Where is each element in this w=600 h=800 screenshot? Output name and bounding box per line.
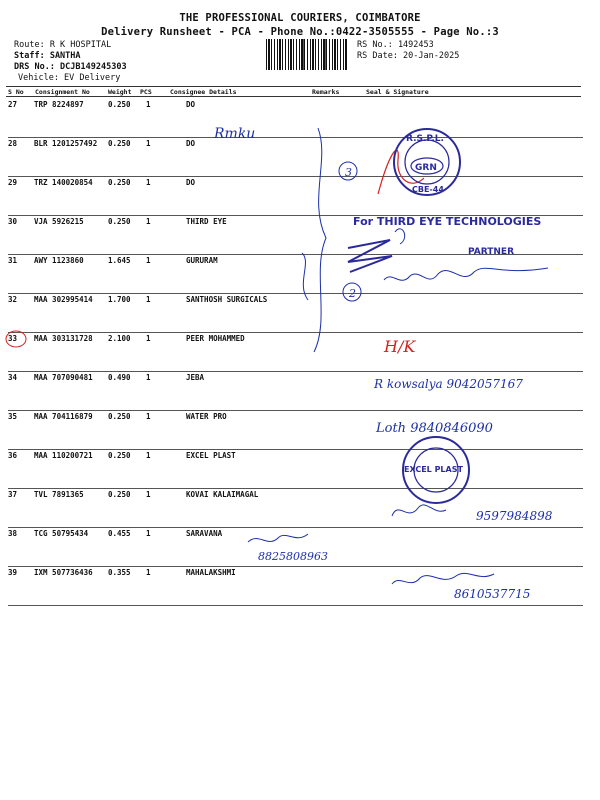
row-weight: 0.455: [108, 529, 131, 538]
stamp-cbe-text: CBE-44: [412, 185, 444, 194]
row-weight: 0.250: [108, 412, 131, 421]
row-pcs: 1: [146, 217, 151, 226]
row-consignee: KOVAI KALAIMAGAL: [186, 490, 259, 499]
row-pcs: 1: [146, 490, 151, 499]
row-pcs: 1: [146, 412, 151, 421]
row-pcs: 1: [146, 568, 151, 577]
jeba-signature: R kowsalya 9042057167: [374, 377, 523, 391]
row-sno: 38: [8, 529, 18, 538]
row-pcs: 1: [146, 256, 151, 265]
row-rule: [8, 215, 583, 216]
row-pcs: 1: [146, 100, 151, 109]
barcode-overlay: [266, 39, 348, 70]
row-rule: [8, 527, 583, 528]
row-rule: [8, 293, 583, 294]
table-row: [8, 217, 583, 255]
row-consignee: EXCEL PLAST: [186, 451, 236, 460]
table-row: [8, 451, 583, 489]
kovai-phone: 9597984898: [476, 509, 553, 523]
row-consignment-no: BLR 1201257492: [34, 139, 98, 148]
row-sno: 34: [8, 373, 18, 382]
rmku-sign: Rmku: [214, 126, 256, 142]
col-consignee-header: Consignee Details: [170, 88, 237, 96]
row-pcs: 1: [146, 295, 151, 304]
row-consignee: DO: [186, 139, 196, 148]
row-rule: [8, 254, 583, 255]
row-weight: 0.250: [108, 139, 131, 148]
row-weight: 0.490: [108, 373, 131, 382]
row-weight: 0.355: [108, 568, 131, 577]
table-row: [8, 412, 583, 450]
staff-label: Staff: SANTHA: [14, 51, 81, 61]
row-consignment-no: IXM 507736436: [34, 568, 93, 577]
row-sno: 31: [8, 256, 18, 265]
table-row: [8, 295, 583, 333]
table-row: [8, 100, 583, 138]
mahalakshmi-phone: 8610537715: [454, 587, 531, 601]
row-consignment-no: MAA 704116879: [34, 412, 93, 421]
row-weight: 2.100: [108, 334, 131, 343]
circle-2-text: 2: [349, 287, 356, 300]
row-consignee: DO: [186, 178, 196, 187]
circle-3-text: 3: [345, 166, 352, 179]
table-row: [8, 529, 583, 567]
row-weight: 0.250: [108, 178, 131, 187]
excel-stamp-text: EXCEL PLAST: [404, 465, 463, 474]
row-pcs: 1: [146, 139, 151, 148]
row-rule: [8, 488, 583, 489]
row-rule: [8, 332, 583, 333]
row-pcs: 1: [146, 178, 151, 187]
row-rule: [8, 176, 583, 177]
header-bottom-rule: [6, 96, 581, 97]
row-sno: 36: [8, 451, 18, 460]
row-weight: 0.250: [108, 451, 131, 460]
row-weight: 0.250: [108, 217, 131, 226]
row-weight: 0.250: [108, 490, 131, 499]
row-rule: [8, 410, 583, 411]
third-eye-stamp: For THIRD EYE TECHNOLOGIES: [353, 215, 542, 228]
row-consignment-no: MAA 110200721: [34, 451, 93, 460]
waterpro-signature: Loth 9840846090: [376, 421, 493, 436]
saravana-phone: 8825808963: [258, 550, 328, 563]
row-consignment-no: TVL 7891365: [34, 490, 84, 499]
row-rule: [8, 449, 583, 450]
row-sno: 33: [8, 334, 18, 343]
table-row: [8, 139, 583, 177]
row-sno: 28: [8, 139, 18, 148]
row-consignee: GURURAM: [186, 256, 218, 265]
row-sno: 27: [8, 100, 18, 109]
vehicle-label: Vehicle: EV Delivery: [18, 73, 121, 83]
row-consignment-no: TRZ 140020854: [34, 178, 93, 187]
table-row: [8, 373, 583, 411]
row-weight: 1.645: [108, 256, 131, 265]
row-pcs: 1: [146, 529, 151, 538]
row-rule: [8, 137, 583, 138]
row-consignment-no: MAA 302995414: [34, 295, 93, 304]
row-rule: [8, 371, 583, 372]
table-row: [8, 178, 583, 216]
table-row: [8, 256, 583, 294]
row-sno: 35: [8, 412, 18, 421]
row-weight: 0.250: [108, 100, 131, 109]
col-weight-header: Weight: [108, 88, 132, 96]
company-title: THE PROFESSIONAL COURIERS, COIMBATORE: [179, 12, 421, 24]
row-consignee: THIRD EYE: [186, 217, 227, 226]
row-pcs: 1: [146, 451, 151, 460]
row-consignment-no: MAA 303131728: [34, 334, 93, 343]
row-consignee: PEER MOHAMMED: [186, 334, 245, 343]
col-consignment-header: Consignment No: [35, 88, 90, 96]
stamp-rspl-text: R.S.P.L.: [406, 134, 444, 144]
col-pcs-header: PCS: [140, 88, 152, 96]
row-consignee: MAHALAKSHMI: [186, 568, 236, 577]
row-weight: 1.700: [108, 295, 131, 304]
row-consignment-no: TRP 8224897: [34, 100, 84, 109]
drs-number: DRS No.: DCJB149245303: [14, 62, 127, 72]
rs-date: RS Date: 20-Jan-2025: [357, 51, 460, 61]
row-consignee: DO: [186, 100, 196, 109]
row-sno: 29: [8, 178, 18, 187]
row-pcs: 1: [146, 334, 151, 343]
row-sno: 30: [8, 217, 18, 226]
col-remarks-header: Remarks: [312, 88, 340, 96]
table-row: [8, 334, 583, 372]
col-seal-header: Seal & Signature: [366, 88, 429, 96]
row-consignment-no: VJA 5926215: [34, 217, 84, 226]
rs-number: RS No.: 1492453: [357, 40, 434, 50]
row-sno: 32: [8, 295, 18, 304]
row-consignee: SANTHOSH SURGICALS: [186, 295, 268, 304]
row-pcs: 1: [146, 373, 151, 382]
row-consignment-no: TCG 50795434: [34, 529, 89, 538]
hk-mark: H/K: [384, 337, 416, 356]
row-consignment-no: MAA 707090481: [34, 373, 93, 382]
row-consignee: JEBA: [186, 373, 205, 382]
header-top-rule: [6, 86, 581, 87]
row-rule: [8, 605, 583, 606]
row-rule: [8, 566, 583, 567]
stamp-grn-text: GRN: [415, 163, 437, 173]
row-consignee: SARAVANA: [186, 529, 223, 538]
row-consignment-no: AWY 1123860: [34, 256, 84, 265]
table-row: [8, 490, 583, 528]
row-consignee: WATER PRO: [186, 412, 227, 421]
row-sno: 37: [8, 490, 18, 499]
partner-stamp: PARTNER: [468, 247, 515, 257]
route-label: Route: R K HOSPITAL: [14, 40, 112, 50]
row-sno: 39: [8, 568, 18, 577]
col-sno-header: S No: [8, 88, 24, 96]
runsheet-subtitle: Delivery Runsheet - PCA - Phone No.:0422-3505555 - Page No.:3: [101, 26, 499, 38]
table-row: [8, 568, 583, 606]
